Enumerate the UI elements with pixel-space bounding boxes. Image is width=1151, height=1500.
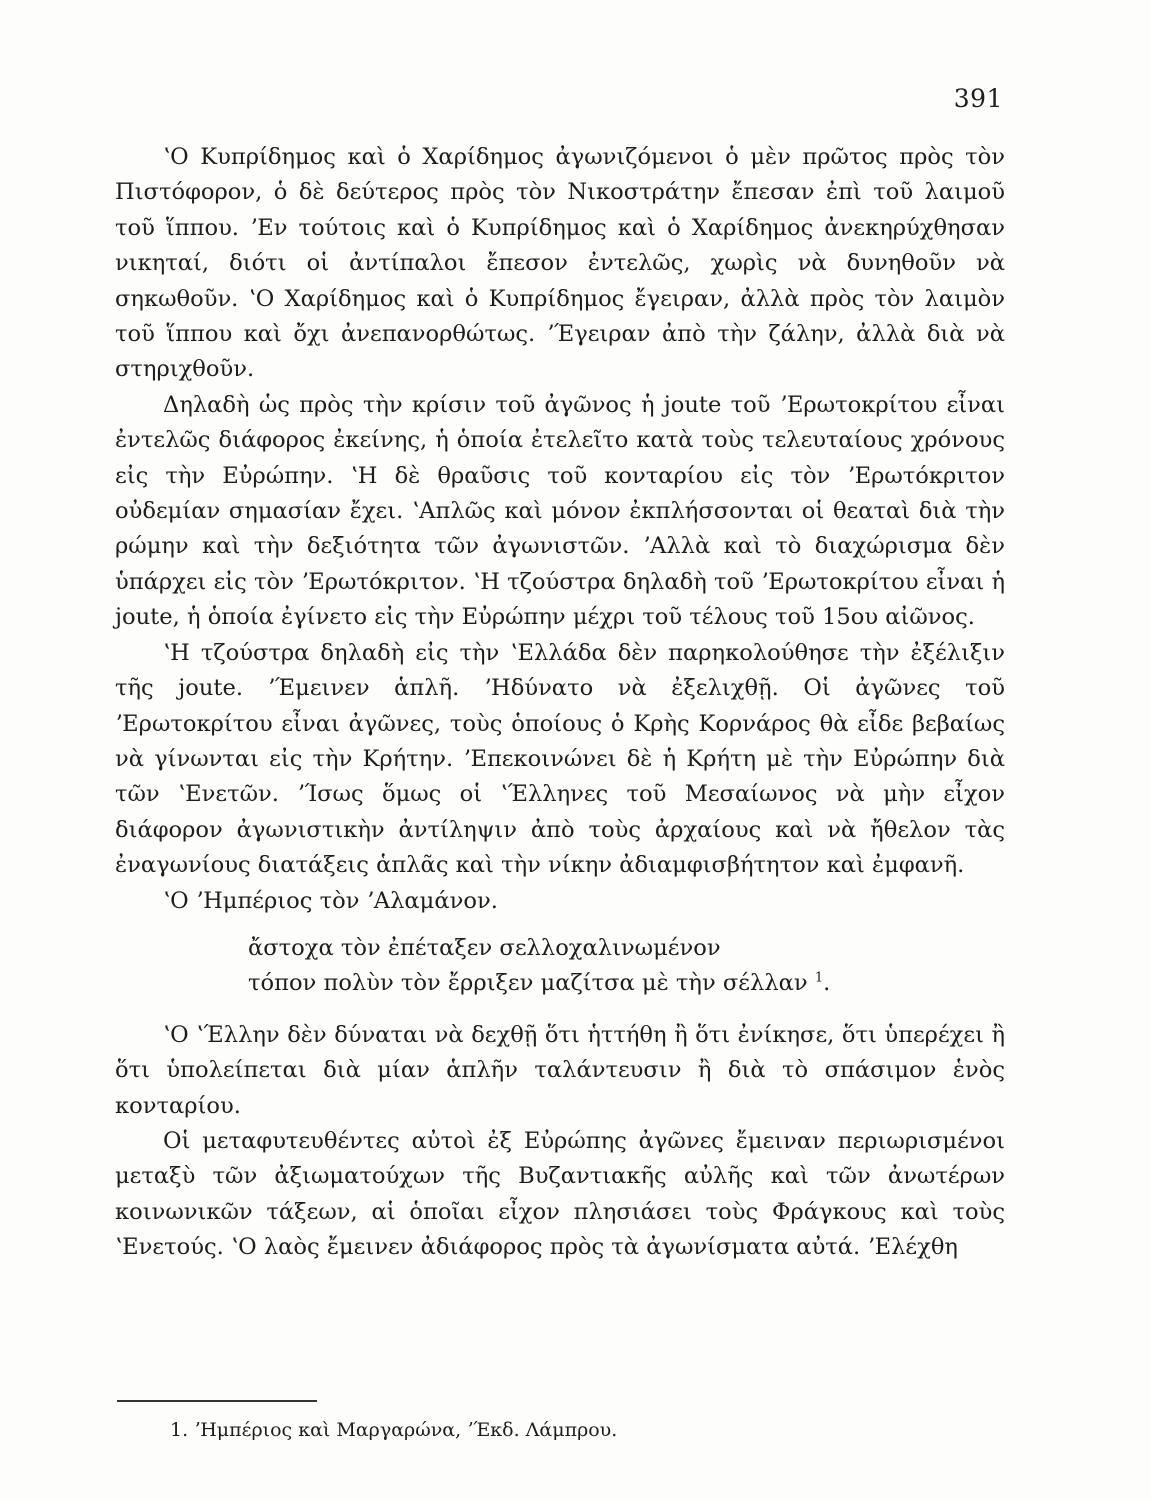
paragraph: ʽΟ Κυπρίδημος καὶ ὁ Χαρίδημος ἀγωνιζόμενοι ὁ μὲν πρῶτος πρὸς τὸν Πιστόφορον, ὁ δὲ δεύτερος πρὸς τὸν Νικοστράτην ἔπεσαν ἐπὶ τοῦ λαιμοῦ τοῦ ἵππου. ʼΕν τούτοις καὶ ὁ Κυπρίδημος καὶ ὁ Χαρίδημος ἀνεκηρύχθησαν νικηταί, διότι οἱ ἀντίπαλοι ἔπεσον ἐντελῶς, χωρὶς νὰ δυνηθοῦν νὰ σηκωθοῦν. ʽΟ Χαρίδημος καὶ ὁ Κυπρίδημος ἔγειραν, ἀλλὰ πρὸς τὸν λαιμὸν τοῦ ἵππου καὶ ὄχι ἀνεπανορθώτως. ʼΈγειραν ἀπὸ τὴν ζάλην, ἀλλὰ διὰ νὰ στηριχθοῦν. <box>115 144 1005 383</box>
verse-line-text: τόπον πολὺν τὸν ἔρριξεν μαζίτσα μὲ τὴν σέλλαν <box>248 970 808 997</box>
footnote: 1. ʼΗμπέριος καὶ Μαργαρώνα, ʼΈκδ. Λάμπρου. <box>170 1419 618 1441</box>
paragraph: Οἱ μεταφυτευθέντες αὐτοὶ ἐξ Εὐρώπης ἀγῶνες ἔμειναν περιωρισμένοι μεταξὺ τῶν ἀξιωματούχων τῆς Βυζαντιακῆς αὐλῆς καὶ τῶν ἀνωτέρων κοινωνικῶν τάξεων, αἱ ὁποῖαι εἶχον πλησιάσει τοὺς Φράγκους καὶ τοὺς ʽΕνετούς. ʽΟ λαὸς ἔμεινεν ἀδιάφορος πρὸς τὰ ἀγωνίσματα αὐτά. ʼΕλέχθη <box>115 1127 1005 1261</box>
paragraph: ʽΗ τζούστρα δηλαδὴ εἰς τὴν ʽΕλλάδα δὲν παρηκολούθησε τὴν ἐξέλιξιν τῆς joute. ʼΈμεινεν ἁπλῆ. ʼΗδύνατο νὰ ἐξελιχθῇ. Οἱ ἀγῶνες τοῦ ʼΕρωτοκρίτου εἶναι ἀγῶνες, τοὺς ὁποίους ὁ Κρὴς Κορνάρος θὰ εἶδε βεβαίως νὰ γίνωνται εἰς τὴν Κρήτην. ʼΕπεκοινώνει δὲ ἡ Κρήτη μὲ τὴν Εὐρώπην διὰ τῶν ʽΕνετῶν. ʼΊσως ὅμως οἱ ʽΈλληνες τοῦ Μεσαίωνος νὰ μὴν εἶχον διάφορον ἀγωνιστικὴν ἀντίληψιν ἀπὸ τοὺς ἀρχαίους καὶ νὰ ἤθελον τὰς ἐναγωνίους διατάξεις ἁπλᾶς καὶ τὴν νίκην ἀδιαμφισβήτητον καὶ ἐμφανῆ. <box>115 639 1005 879</box>
verse-line-end: . <box>823 970 831 997</box>
body-text <box>115 140 1005 1266</box>
footnote-reference[interactable]: 1 <box>814 970 824 986</box>
verse-quotation <box>248 931 1005 1002</box>
paragraph: ʽΟ ʼΗμπέριος τὸν ʼΑλαμάνον. <box>163 887 498 914</box>
paragraph: ʽΟ ʽΈλλην δὲν δύναται νὰ δεχθῇ ὅτι ἡττήθη ἢ ὅτι ἐνίκησε, ὅτι ὑπερέχει ἢ ὅτι ὑπολείπεται διὰ μίαν ἁπλῆν ταλάντευσιν ἢ διὰ τὸ σπάσιμον ἑνὸς κονταρίου. <box>115 1021 1005 1119</box>
footnote-divider <box>117 1400 317 1402</box>
verse-line <box>248 966 1005 1001</box>
page-number: 391 <box>953 84 1003 113</box>
verse-line: ἄστοχα τὸν ἐπέταξεν σελλοχαλινωμένον <box>248 934 721 961</box>
paragraph: Δηλαδὴ ὡς πρὸς τὴν κρίσιν τοῦ ἀγῶνος ἡ joute τοῦ ʼΕρωτοκρίτου εἶναι ἐντελῶς διάφορος ἐκείνης, ἡ ὁποία ἐτελεῖτο κατὰ τοὺς τελευταίους χρόνους εἰς τὴν Εὐρώπην. ʽΗ δὲ θραῦσις τοῦ κονταρίου εἰς τὸν ʼΕρωτόκριτον οὐδεμίαν σημασίαν ἔχει. ʽΑπλῶς καὶ μόνον ἐκπλήσσονται οἱ θεαταὶ διὰ τὴν ρώμην καὶ τὴν δεξιότητα τῶν ἀγωνιστῶν. ʼΑλλὰ καὶ τὸ διαχώρισμα δὲν ὑπάρχει εἰς τὸν ʼΕρωτόκριτον. ʽΗ τζούστρα δηλαδὴ τοῦ ʼΕρωτοκρίτου εἶναι ἡ joute, ἡ ὁποία ἐγίνετο εἰς τὴν Εὐρώπην μέχρι τοῦ τέλους τοῦ 15ου αἰῶνος. <box>115 391 1005 631</box>
